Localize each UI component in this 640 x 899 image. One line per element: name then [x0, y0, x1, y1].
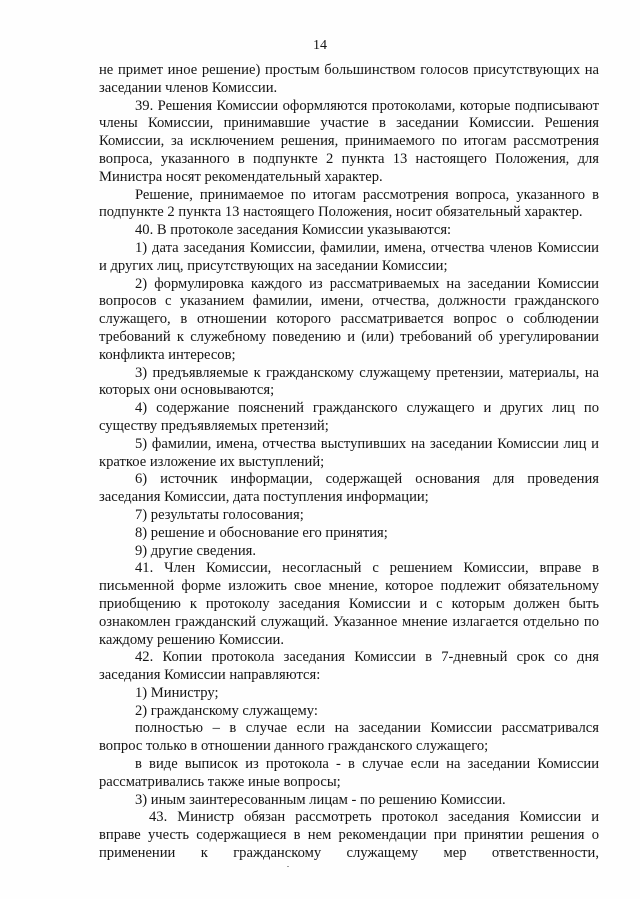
list-item-40-1: 1) дата заседания Комиссии, фамилии, имена, отчества членов Комиссии и других лиц, присутствующих на заседании Комиссии;: [99, 239, 599, 274]
list-item-42-2: 2) гражданскому служащему:: [135, 702, 318, 719]
list-item-40-8: 8) решение и обоснование его принятия;: [135, 524, 388, 541]
list-item-40-2: 2) формулировка каждого из рассматриваемых на заседании Комиссии вопросов с указанием фамилии, имени, отчества, должности гражданского служащего, в отношении которого рассматривается вопрос о соблюдении требований к служебному поведению и (или) требований об урегулировании конфликта интересов;: [99, 275, 599, 363]
list-item-40-9: 9) другие сведения.: [135, 542, 257, 559]
scan-speck: [287, 866, 289, 867]
list-item-42-1: 1) Министру;: [135, 684, 219, 701]
list-item-42-2-extract: в виде выписок из протокола - в случае если на заседании Комиссии рассматривались также иные вопросы;: [99, 756, 599, 790]
paragraph-43: 43. Министр обязан рассмотреть протокол заседания Комиссии и вправе учесть содержащиеся в нем рекомендации при принятии решения о применении к гражданскому служащему мер ответственности,: [99, 809, 599, 862]
list-item-40-7: 7) результаты голосования;: [135, 506, 304, 523]
list-item-40-4: 4) содержание пояснений гражданского служащего и других лиц по существу предъявляемых претензий;: [99, 400, 599, 434]
list-item-40-5: 5) фамилии, имена, отчества выступивших на заседании Комиссии лиц и краткое изложение их выступлений;: [99, 435, 599, 470]
paragraph-40: 40. В протоколе заседания Комиссии указываются:: [135, 222, 452, 239]
paragraph-42: 42. Копии протокола заседания Комиссии в 7-дневный срок со дня заседания Комиссии направляются:: [99, 649, 599, 684]
list-item-40-6: 6) источник информации, содержащей основания для проведения заседания Комиссии, дата поступления информации;: [99, 471, 599, 506]
list-item-42-2-full: полностью – в случае если на заседании Комиссии рассматривался вопрос только в отношении данного гражданского служащего;: [99, 720, 599, 755]
paragraph-41: 41. Член Комиссии, несогласный с решением Комиссии, вправе в письменной форме изложить свое мнение, которое подлежит обязательному приобщению к протоколу заседания Комиссии и с которым должен быть ознакомлен гражданский служащий. Указанное мнение излагается отдельно по каждому решению Комиссии.: [99, 560, 599, 648]
list-item-42-3: 3) иным заинтересованным лицам - по решению Комиссии.: [135, 791, 506, 808]
page-number: 14: [313, 38, 327, 53]
paragraph-39: 39. Решения Комиссии оформляются протоколами, которые подписывают члены Комиссии, принимавшие участие в заседании Комиссии. Решения Комиссии, за исключением решения, принимаемого по итогам рассмотрения вопроса, указанного в подпункте 2 пункта 13 настоящего Положения, для Министра носят рекомендательный характер.: [99, 97, 599, 185]
list-item-40-3: 3) предъявляемые к гражданскому служащему претензии, материалы, на которых они основываются;: [99, 364, 599, 399]
paragraph-38-continuation: не примет иное решение) простым большинством голосов присутствующих на заседании членов Комиссии.: [99, 62, 599, 96]
paragraph-39-binding-decision: Решение, принимаемое по итогам рассмотрения вопроса, указанного в подпункте 2 пункта 13 настоящего Положения, носит обязательный характер.: [99, 186, 599, 221]
document-body: [99, 62, 599, 863]
